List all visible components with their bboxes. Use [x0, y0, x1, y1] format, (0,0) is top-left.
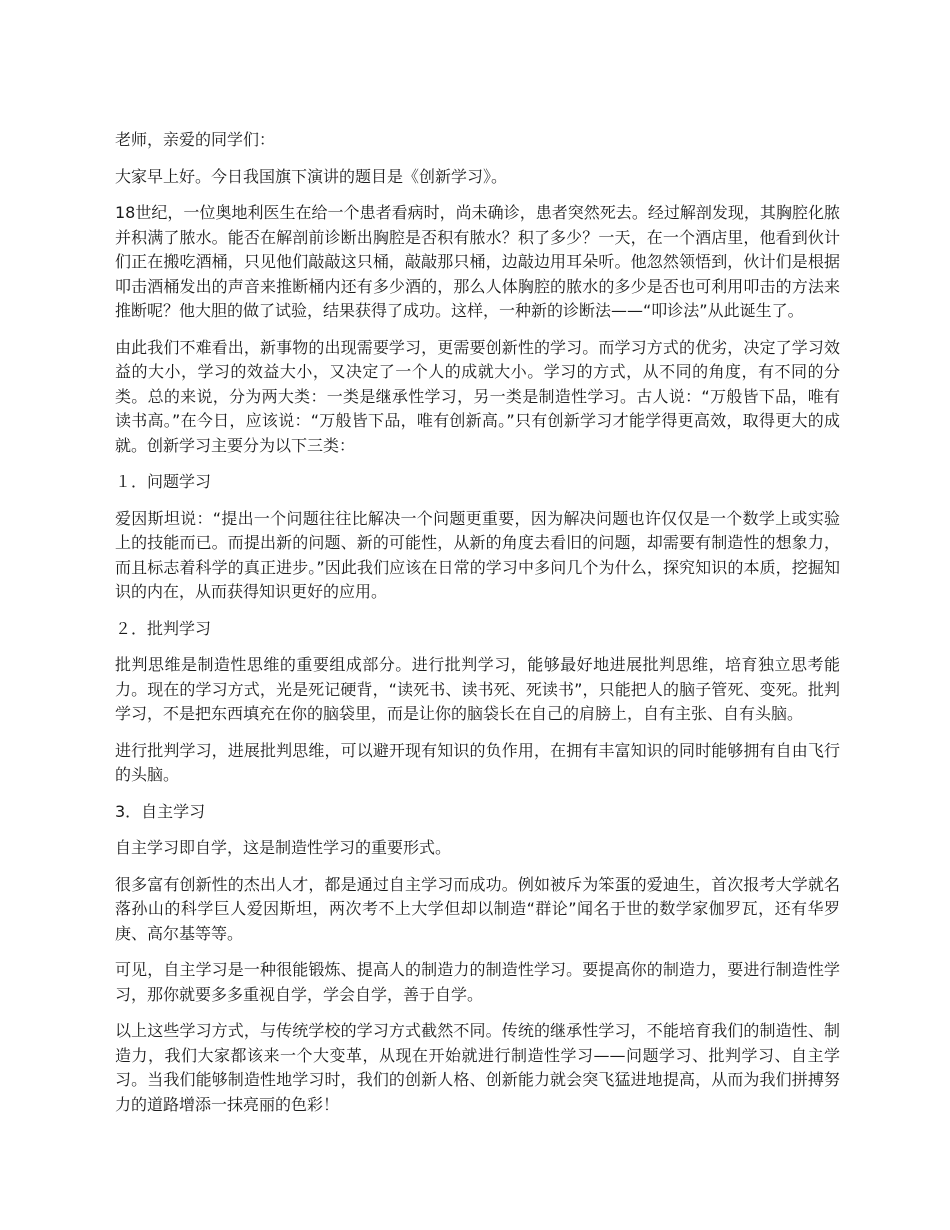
opening-line: 大家早上好。今日我国旗下演讲的题目是《创新学习》。: [115, 166, 508, 186]
section-heading-2: ２．批判学习: [115, 618, 212, 638]
greeting: 老师，亲爱的同学们：: [115, 130, 276, 149]
section-heading-1: １．问题学习: [115, 472, 212, 491]
paragraph-section-2b: 进行批判学习，进展批判思维，可以避开现有知识的负作用，在拥有丰富知识的同时能够拥有自由飞行的头脑。: [115, 740, 840, 784]
paragraph-section-1: 爱因斯坦说：“提出一个问题往往比解决一个问题更重要，因为解决问题也许仅仅是一个数学上或实验上的技能而已。而提出新的问题、新的可能性，从新的角度去看旧的问题，却需要有制造性的想象力，而且标志着科学的真正进步。”因此我们应该在日常的学习中多问几个为什么，探究知识的本质，挖掘知识的内在，从而获得知识更好的应用。: [115, 508, 840, 601]
paragraph-intro: 由此我们不难看出，新事物的出现需要学习，更需要创新性的学习。而学习方式的优劣，决定了学习效益的大小，学习的效益大小，又决定了一个人的成就大小。学习的方式，从不同的角度，有不同的分类。总的来说，分为两大类：一类是继承性学习，另一类是制造性学习。古人说：“万般皆下品，唯有读书高。”在今日，应该说：“万般皆下品，唯有创新高。”只有创新学习才能学得更高效，取得更大的成就。创新学习主要分为以下三类：: [115, 337, 840, 455]
document-body: [115, 128, 840, 1129]
paragraph-section-3a: 自主学习即自学，这是制造性学习的重要形式。: [115, 838, 452, 857]
paragraph-section-3c: 可见，自主学习是一种很能锻炼、提高人的制造力的制造性学习。要提高你的制造力，要进行制造性学习，那你就要多多重视自学，学会自学，善于自学。: [115, 960, 840, 1004]
paragraph-section-3b: 很多富有创新性的杰出人才，都是通过自主学习而成功。例如被斥为笨蛋的爱迪生，首次报考大学就名落孙山的科学巨人爱因斯坦，两次考不上大学但却以制造“群论”闻名于世的数学家伽罗瓦，还有华罗庚、高尔基等等。: [115, 874, 840, 943]
section-heading-3: 3．自主学习: [115, 801, 206, 821]
paragraph-story: 18世纪，一位奥地利医生在给一个患者看病时，尚未确诊，患者突然死去。经过解剖发现，其胸腔化脓并积满了脓水。能否在解剖前诊断出胸腔是否积有脓水？积了多少？一天，在一个酒店里，他看到伙计们正在搬吃酒桶，只见他们敲敲这只桶，敲敲那只桶，边敲边用耳朵听。他忽然领悟到，伙计们是根据叩击酒桶发出的声音来推断桶内还有多少酒的，那么人体胸腔的脓水的多少是否也可利用叩击的方法来推断呢？他大胆的做了试验，结果获得了成功。这样，一种新的诊断法——“叩诊法”从此诞生了。: [115, 203, 840, 320]
paragraph-section-2a: 批判思维是制造性思维的重要组成部分。进行批判学习，能够最好地进展批判思维，培育独立思考能力。现在的学习方式，光是死记硬背，“读死书、读书死、死读书”，只能把人的脑子管死、变死。批判学习，不是把东西填充在你的脑袋里，而是让你的脑袋长在自己的肩膀上，自有主张、自有头脑。: [115, 655, 840, 723]
paragraph-conclusion: 以上这些学习方式，与传统学校的学习方式截然不同。传统的继承性学习，不能培育我们的制造性、制造力，我们大家都该来一个大变革，从现在开始就进行制造性学习——问题学习、批判学习、自主学习。当我们能够制造性地学习时，我们的创新人格、创新能力就会突飞猛进地提高，从而为我们拼搏努力的道路增添一抹亮丽的色彩！: [115, 1021, 840, 1114]
